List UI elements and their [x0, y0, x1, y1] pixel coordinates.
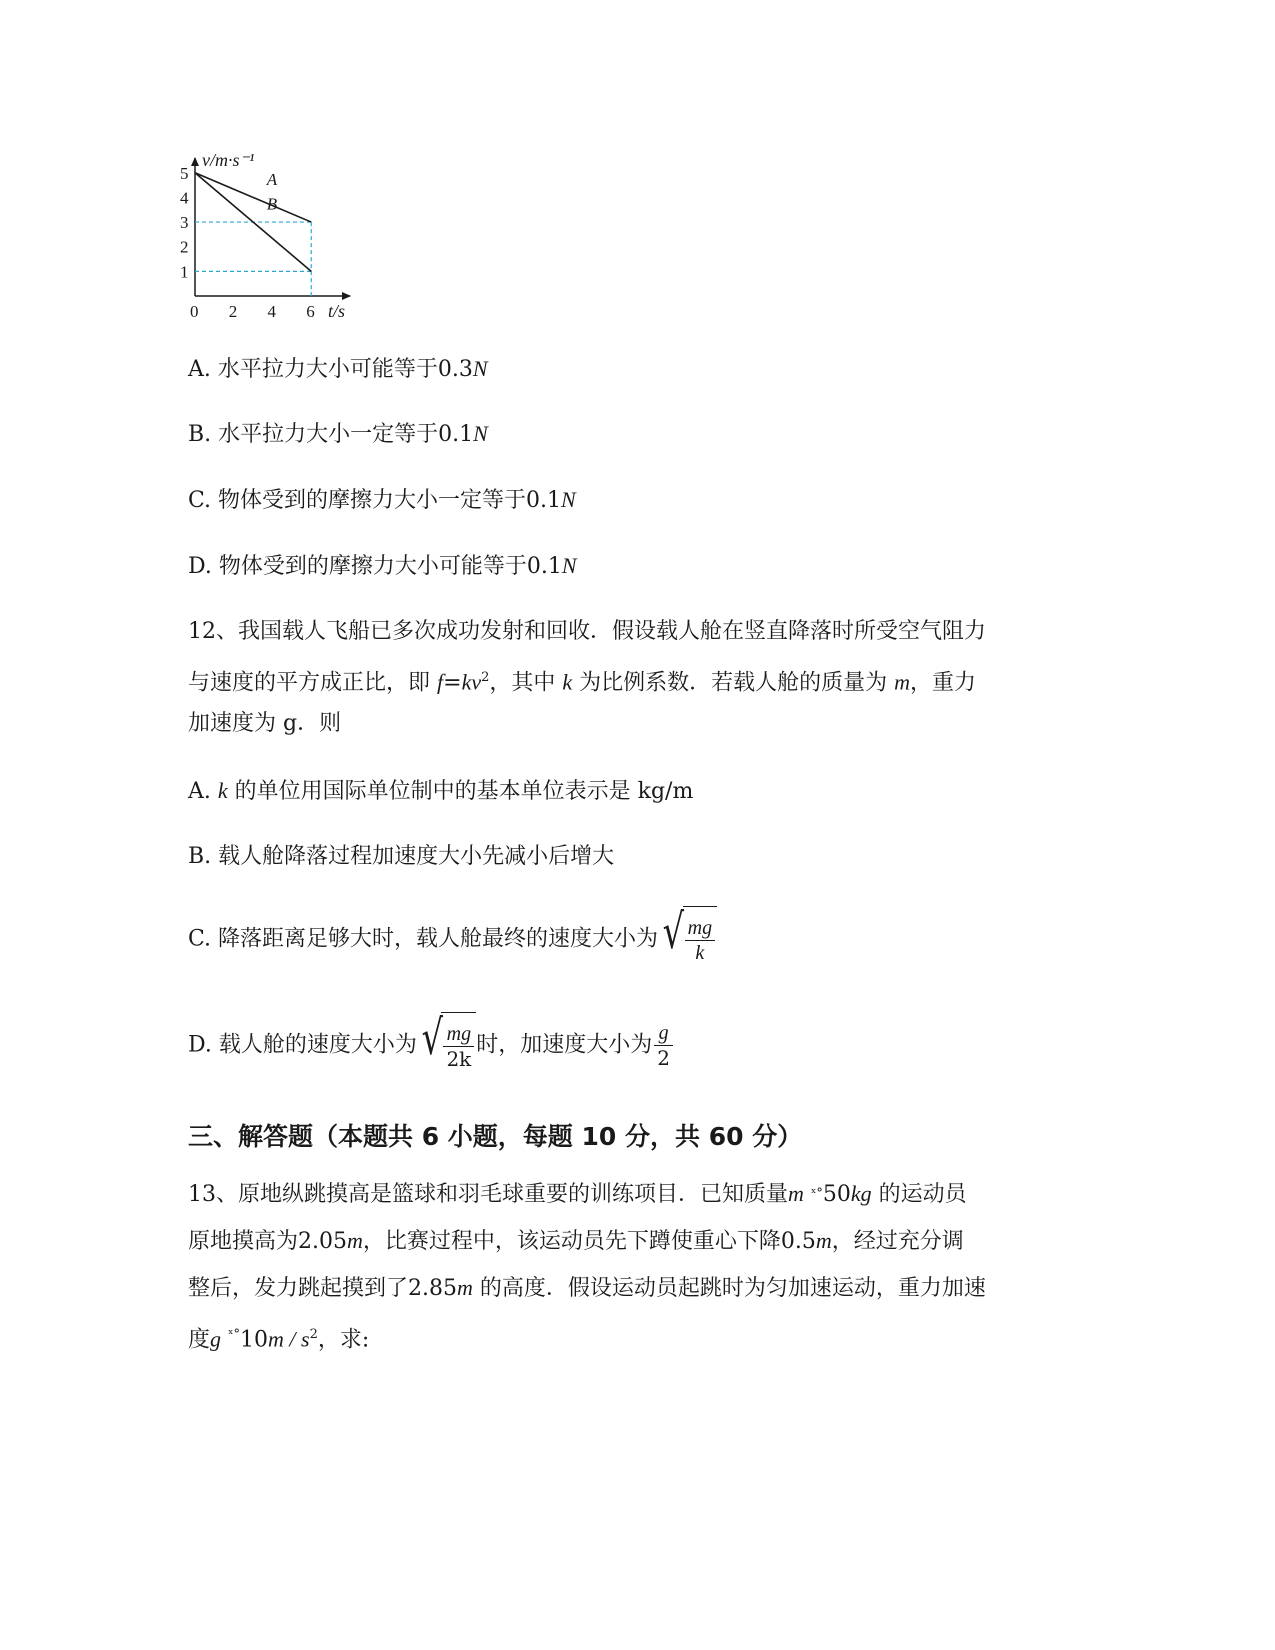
- x-axis-label: t/s: [328, 301, 346, 321]
- chart-ticks: [180, 164, 315, 321]
- y-tick-label: 1: [180, 262, 189, 282]
- q12-stem-line3: 加速度为 g．则: [188, 711, 342, 736]
- section-3-heading: 三、解答题（本题共 6 小题，每题 10 分，共 60 分）: [188, 1122, 803, 1151]
- q11-option-c: C. 物体受到的摩擦力大小一定等于0.1N: [188, 487, 576, 513]
- sqrt-mg-over-k: √ $\frac{mg}{k}$: [658, 906, 717, 973]
- y-axis-arrow: [191, 157, 199, 166]
- y-tick-label: 5: [180, 163, 189, 183]
- y-tick-label: 2: [180, 237, 189, 257]
- q13-line2: 原地摸高为2.05m，比赛过程中，该运动员先下蹲使重心下降0.5m，经过充分调: [188, 1228, 964, 1254]
- y-axis-label: v/m·s⁻¹: [202, 150, 255, 170]
- q13-line3: 整后，发力跳起摸到了2.85m 的高度．假设运动员起跳时为匀加速运动，重力加速: [188, 1275, 986, 1301]
- chart-guides: [195, 222, 311, 296]
- q11-option-d: D. 物体受到的摩擦力大小可能等于0.1N: [188, 553, 577, 579]
- q11-option-b: B. 水平拉力大小一定等于0.1N: [188, 421, 488, 447]
- q12-option-a: A. k 的单位用国际单位制中的基本单位表示是 kg/m: [188, 778, 694, 804]
- sqrt-mg-over-2k: √ $\frac{mg}{2k}$: [417, 1012, 476, 1079]
- q12-stem-line2: 与速度的平方成正比，即 $f=kv^2$，其中 k 为比例系数．若载人舱的质量为 m，重力: [188, 669, 977, 696]
- series-label-A: A: [266, 169, 278, 189]
- y-tick-label: 3: [180, 213, 189, 233]
- x-tick-label: 0: [190, 302, 199, 321]
- x-axis-arrow: [342, 292, 351, 300]
- series-label-B: B: [266, 194, 278, 214]
- q12-option-d: D. 载人舱的速度大小为 √ $\frac{mg}{2k}$ 时，加速度大小为 $\frac{g}{2}$: [188, 1012, 675, 1078]
- q12-option-c: C. 降落距离足够大时，载人舱最终的速度大小为 √ $\frac{mg}{k}$: [188, 906, 717, 972]
- x-tick-label: 2: [228, 302, 238, 321]
- x-tick-label: 4: [267, 302, 276, 321]
- q13-line4: 度g $^{ˣ^\circ}10m / s^2$，求:: [188, 1326, 370, 1353]
- q12-option-b: B. 载人舱降落过程加速度大小先减小后增大: [188, 844, 615, 869]
- q12-stem-line1: 12、我国载人飞船已多次成功发射和回收．假设载人舱在竖直降落时所受空气阻力: [188, 619, 986, 644]
- chart-series: [195, 170, 311, 272]
- x-tick-label: 6: [306, 302, 315, 321]
- series-line-A: [195, 173, 311, 222]
- vt-chart: [180, 150, 360, 330]
- y-tick-label: 4: [180, 188, 189, 208]
- q11-option-a: A. 水平拉力大小可能等于0.3N: [188, 356, 488, 382]
- q13-line1: 13、原地纵跳摸高是篮球和羽毛球重要的训练项目．已知质量m $^{ˣ^\circ}$50kg 的运动员: [188, 1181, 967, 1207]
